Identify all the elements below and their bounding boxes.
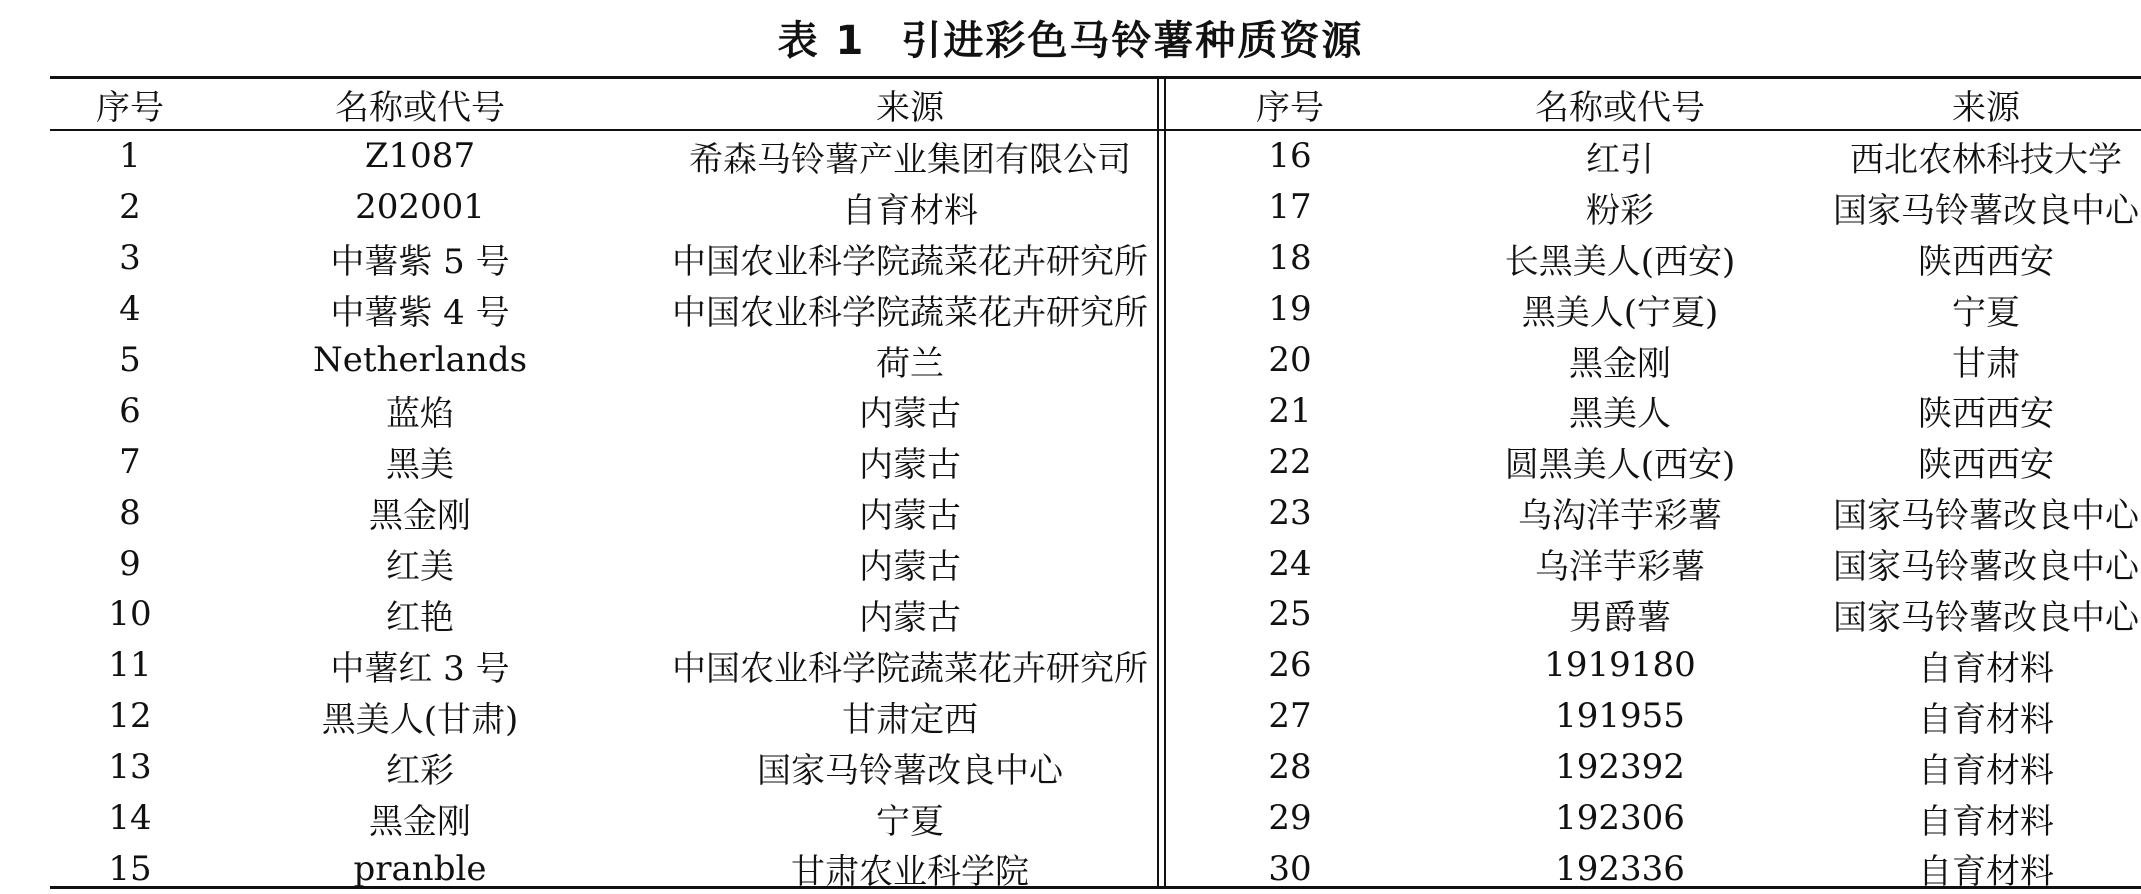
- cell-no-right: 30: [1268, 848, 1312, 889]
- header-cell-source-right: 来源: [1952, 87, 2020, 128]
- cell-name-right: 191955: [1555, 696, 1685, 737]
- cell-source-left: 内蒙古: [859, 597, 961, 638]
- cell-source-left: 内蒙古: [859, 547, 961, 588]
- cell-no-left: 8: [119, 492, 141, 533]
- cell-name-left: 红彩: [386, 750, 454, 791]
- table-row: [50, 691, 2141, 742]
- cell-source-right: 自育材料: [1918, 801, 2054, 842]
- cell-no-left: 9: [119, 543, 141, 584]
- cell-name-right: 粉彩: [1586, 190, 1654, 231]
- table-number: 表 1: [777, 18, 866, 64]
- cell-source-left: 希森马铃薯产业集团有限公司: [689, 139, 1131, 180]
- table-row: [50, 538, 2141, 589]
- cell-name-left: 中薯紫 4 号: [330, 292, 510, 333]
- cell-no-left: 7: [119, 441, 141, 482]
- cell-no-right: 18: [1268, 238, 1312, 279]
- cell-source-left: 内蒙古: [859, 445, 961, 486]
- cell-no-right: 25: [1268, 594, 1312, 635]
- cell-name-right: 圆黑美人(西安): [1504, 445, 1736, 486]
- cell-source-right: 国家马铃薯改良中心: [1833, 547, 2139, 588]
- cell-source-left: 内蒙古: [859, 496, 961, 537]
- cell-source-right: 自育材料: [1918, 699, 2054, 740]
- cell-no-right: 16: [1268, 136, 1312, 177]
- cell-name-right: 黑美人(宁夏): [1521, 292, 1719, 333]
- cell-name-right: 192336: [1555, 848, 1685, 889]
- cell-no-left: 3: [119, 238, 141, 279]
- cell-name-right: 乌沟洋芋彩薯: [1518, 496, 1722, 537]
- cell-name-right: 男爵薯: [1569, 597, 1671, 638]
- cell-name-right: 长黑美人(西安): [1504, 241, 1736, 282]
- cell-source-right: 陕西西安: [1918, 394, 2054, 435]
- cell-name-left: 黑金刚: [369, 496, 471, 537]
- cell-source-right: 自育材料: [1918, 750, 2054, 791]
- table-row: [50, 436, 2141, 487]
- cell-no-right: 19: [1268, 289, 1312, 330]
- cell-name-left: 红艳: [386, 597, 454, 638]
- cell-source-right: 西北农林科技大学: [1850, 139, 2122, 180]
- table-row: [50, 335, 2141, 386]
- cell-name-left: 中薯红 3 号: [330, 648, 510, 689]
- cell-source-right: 陕西西安: [1918, 445, 2054, 486]
- cell-source-right: 自育材料: [1918, 852, 2054, 893]
- cell-name-left: Z1087: [364, 136, 476, 177]
- cell-source-left: 甘肃定西: [842, 699, 978, 740]
- cell-no-right: 27: [1268, 696, 1312, 737]
- cell-no-right: 26: [1268, 645, 1312, 686]
- table-row: [50, 284, 2141, 335]
- cell-no-left: 4: [119, 289, 141, 330]
- cell-name-left: 红美: [386, 547, 454, 588]
- cell-no-right: 23: [1268, 492, 1312, 533]
- cell-no-left: 14: [108, 798, 152, 839]
- cell-name-left: 黑美: [386, 445, 454, 486]
- cell-source-left: 中国农业科学院蔬菜花卉研究所: [672, 648, 1148, 689]
- cell-source-right: 国家马铃薯改良中心: [1833, 190, 2139, 231]
- cell-name-right: 黑金刚: [1569, 343, 1671, 384]
- table-row: [50, 589, 2141, 640]
- table-row: [50, 233, 2141, 284]
- cell-name-right: 1919180: [1544, 645, 1696, 686]
- table-body: [50, 131, 2141, 894]
- header-cell-name-left: 名称或代号: [335, 87, 505, 128]
- cell-no-left: 12: [108, 696, 152, 737]
- table-row: [50, 793, 2141, 844]
- table-row: [50, 182, 2141, 233]
- cell-no-left: 2: [119, 187, 141, 228]
- cell-source-left: 中国农业科学院蔬菜花卉研究所: [672, 241, 1148, 282]
- table-caption: [0, 14, 2141, 68]
- cell-name-right: 192306: [1555, 798, 1685, 839]
- cell-no-left: 10: [108, 594, 152, 635]
- cell-name-left: 中薯紫 5 号: [330, 241, 510, 282]
- cell-source-left: 国家马铃薯改良中心: [757, 750, 1063, 791]
- cell-name-left: 黑金刚: [369, 801, 471, 842]
- cell-no-right: 21: [1268, 390, 1312, 431]
- cell-source-right: 国家马铃薯改良中心: [1833, 597, 2139, 638]
- cell-source-right: 国家马铃薯改良中心: [1833, 496, 2139, 537]
- cell-name-right: 黑美人: [1569, 394, 1671, 435]
- cell-no-left: 11: [108, 645, 152, 686]
- cell-name-right: 红引: [1586, 139, 1654, 180]
- cell-no-left: 13: [108, 747, 152, 788]
- cell-source-right: 陕西西安: [1918, 241, 2054, 282]
- cell-name-left: Netherlands: [312, 340, 528, 380]
- cell-no-left: 6: [119, 390, 141, 431]
- cell-no-right: 17: [1268, 187, 1312, 228]
- cell-source-left: 内蒙古: [859, 394, 961, 435]
- table-row: [50, 131, 2141, 182]
- cell-no-right: 22: [1268, 441, 1312, 482]
- cell-no-left: 15: [108, 848, 152, 889]
- table-row: [50, 742, 2141, 793]
- table-title: 引进彩色马铃薯种质资源: [901, 18, 1364, 64]
- cell-no-right: 24: [1268, 543, 1312, 584]
- table-row: [50, 385, 2141, 436]
- cell-source-right: 自育材料: [1918, 648, 2054, 689]
- header-cell-no-right: 序号: [1256, 87, 1324, 128]
- cell-name-left: 202001: [355, 187, 485, 228]
- table-header: [50, 79, 2141, 129]
- cell-no-right: 28: [1268, 747, 1312, 788]
- cell-name-left: 蓝焰: [386, 394, 454, 435]
- cell-source-left: 自育材料: [842, 190, 978, 231]
- cell-name-left: pranble: [353, 848, 487, 889]
- header-cell-source-left: 来源: [876, 87, 944, 128]
- header-cell-no-left: 序号: [96, 87, 164, 128]
- table-row: [50, 843, 2141, 894]
- header-row: [50, 79, 2141, 129]
- table-row: [50, 640, 2141, 691]
- cell-name-right: 192392: [1555, 747, 1685, 788]
- cell-no-left: 1: [119, 136, 141, 177]
- cell-source-right: 宁夏: [1952, 292, 2020, 333]
- cell-name-left: 黑美人(甘肃): [321, 699, 519, 740]
- cell-source-left: 甘肃农业科学院: [791, 852, 1029, 893]
- cell-source-left: 宁夏: [876, 801, 944, 842]
- cell-no-left: 5: [119, 340, 141, 380]
- header-cell-name-right: 名称或代号: [1535, 87, 1705, 128]
- cell-source-right: 甘肃: [1952, 343, 2020, 384]
- table-row: [50, 487, 2141, 538]
- cell-name-right: 乌洋芋彩薯: [1535, 547, 1705, 588]
- cell-source-left: 荷兰: [876, 343, 944, 384]
- cell-no-right: 29: [1268, 798, 1312, 839]
- cell-source-left: 中国农业科学院蔬菜花卉研究所: [672, 292, 1148, 333]
- cell-no-right: 20: [1268, 340, 1312, 380]
